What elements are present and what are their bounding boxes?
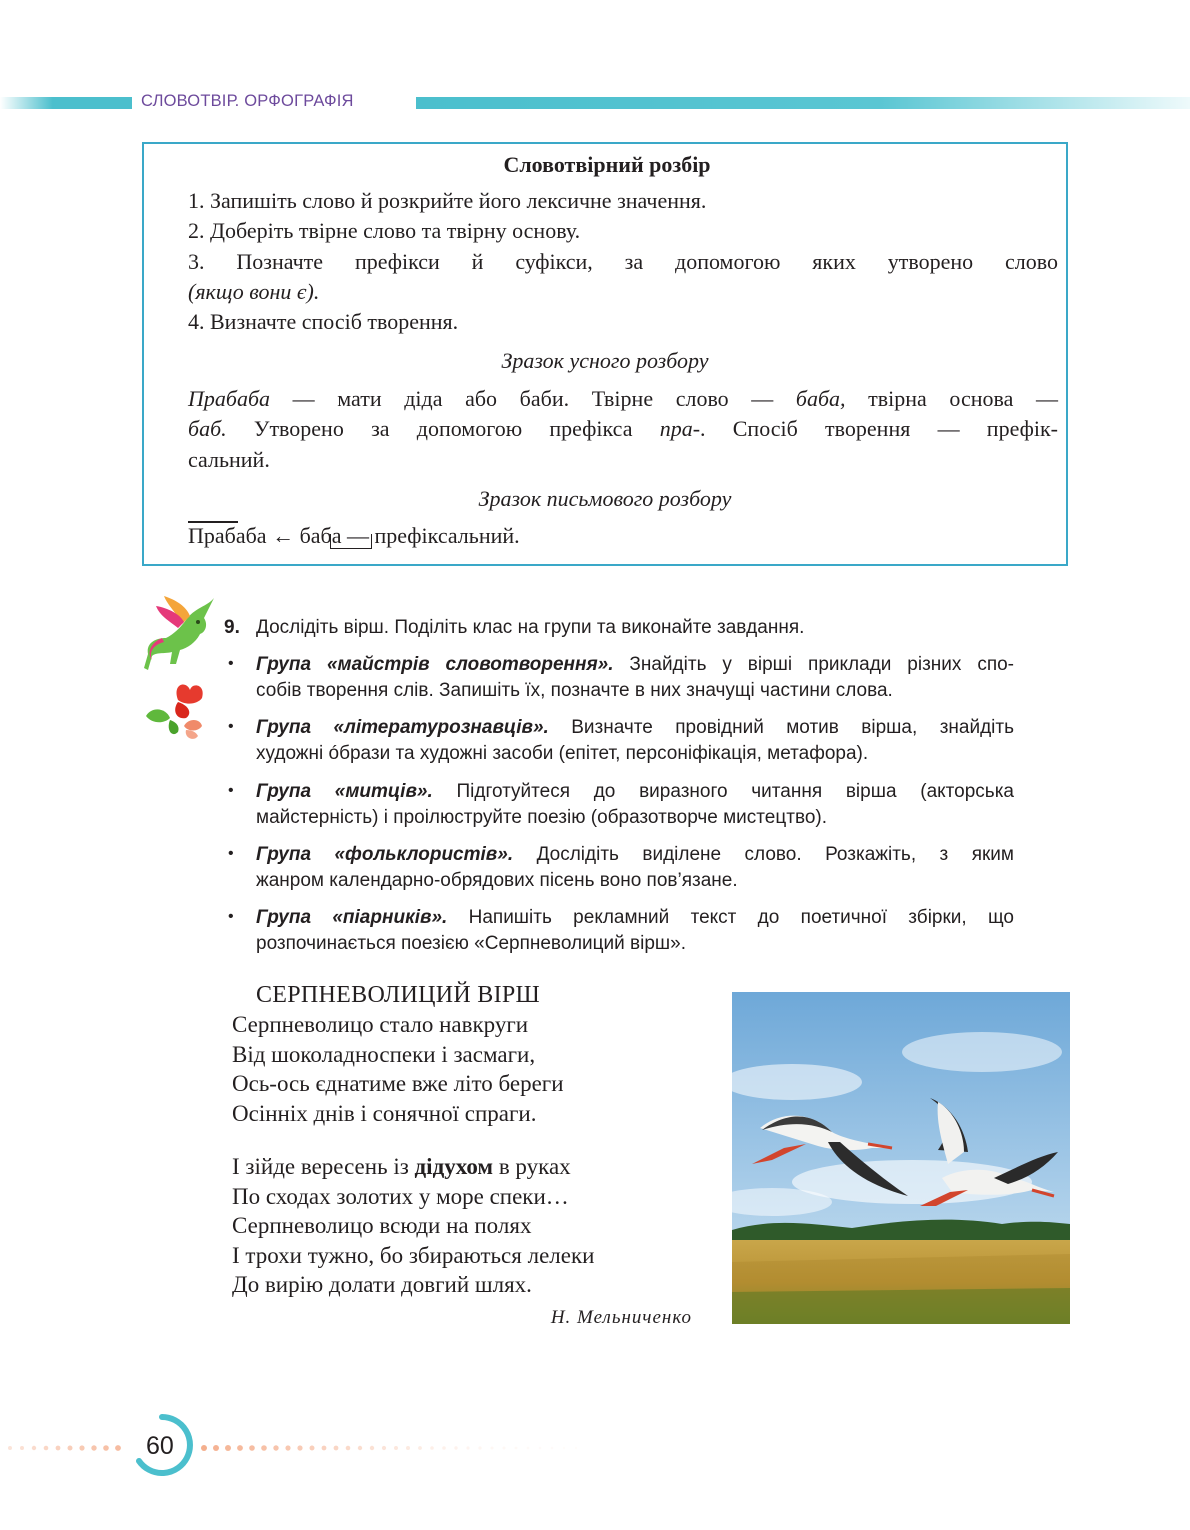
poem-line: І трохи тужно, бо збираються лелеки [232, 1243, 595, 1268]
written-example: Прабаба ← баба — префіксальний. [188, 523, 520, 548]
written-word: Прабаба [188, 523, 267, 548]
group-item-5: Група «піарників». Напишіть рекламний текст до поетичної збірки, що розпочинається поезією «Серпневолиций вірш». [256, 907, 1014, 954]
bullet-3: • [228, 782, 234, 799]
step-3: 3. Позначте префікси й суфікси, за допомогою яких утворено слово [188, 249, 1058, 274]
written-heading: Зразок письмового розбору [478, 486, 732, 511]
footer-dots [0, 1440, 600, 1456]
step-1: 1. Запишіть слово й розкрийте його лексичне значення. [188, 188, 707, 213]
poem-line: Ось-ось єднатиме вже літо береги [232, 1071, 564, 1096]
section-title: СЛОВОТВІР. ОРФОГРАФІЯ [141, 92, 354, 110]
group-item-3: Група «митців». Підготуйтеся до виразного читання вірша (акторська майстерність) і проілюструйте поезію (образотворче мистецтво). [256, 781, 1014, 828]
group-item-2: Група «літературознавців». Визначте провідний мотив вірша, знайдіть художні óбрази та художні засоби (епітет, персоніфікація, метафора). [256, 717, 1014, 764]
group-item-1: Група «майстрів словотворення». Знайдіть у вірші приклади різних спо- собів творення слів. Запишіть їх, позначте в них значущі частини слова. [256, 654, 1014, 701]
step-2: 2. Доберіть твірне слово та твірну основу. [188, 218, 581, 243]
bullet-4: • [228, 845, 234, 862]
unicorn-icon [142, 594, 218, 676]
task-intro: Дослідіть вірш. Поділіть клас на групи та виконайте завдання. [256, 617, 805, 638]
derivation-arrow: ← [272, 523, 295, 548]
prefix-mark [188, 521, 238, 523]
poem-line: По сходах золотих у море спеки… [232, 1184, 569, 1209]
poem-line: Від шоколадноспеки і засмаги, [232, 1042, 536, 1067]
bullet-2: • [228, 718, 234, 735]
highlighted-word: дідухом [414, 1154, 494, 1179]
oral-example-line-3: сальний. [188, 447, 270, 472]
step-3-note: (якщо вони є). [188, 279, 320, 304]
group-item-4: Група «фольклористів». Дослідіть виділене слово. Розкажіть, з яким жанром календарно-обрядових пісень воно пов’язане. [256, 844, 1014, 891]
header-bar-right [416, 97, 1190, 109]
header-bar-left [0, 97, 132, 109]
oral-example-line-2: баб. Утворено за допомогою префікса пра-. Спосіб творення — префік- [188, 416, 1058, 441]
step-4: 4. Визначте спосіб творення. [188, 309, 459, 334]
oral-heading: Зразок усного розбору [501, 348, 709, 373]
oral-example-line-1: Прабаба — мати діда або баби. Твірне слово — баба, твірна основа — [188, 386, 1058, 411]
poem-line: Осінніх днів і сонячної спраги. [232, 1101, 537, 1126]
base-word: баба [299, 523, 342, 548]
butterflies-icon [142, 680, 214, 742]
storks-photo [732, 992, 1070, 1324]
poem-line: Серпневолицо стало навкруги [232, 1012, 529, 1037]
rule-box-title: Словотвірний розбір [503, 152, 711, 177]
bullet-5: • [228, 908, 234, 925]
poem-line: І зійде вересень із дідухом в руках [232, 1154, 571, 1179]
task-number: 9. [224, 617, 240, 638]
poem-line: До вирію долати довгий шлях. [232, 1272, 532, 1297]
poem-title: СЕРПНЕВОЛИЦИЙ ВІРШ [256, 982, 541, 1008]
page-number: 60 [146, 1432, 174, 1460]
bullet-1: • [228, 655, 234, 672]
poem-author: Н. Мельниченко [550, 1307, 692, 1328]
base-mark [330, 534, 372, 549]
poem-line: Серпневолицо всюди на полях [232, 1213, 532, 1238]
